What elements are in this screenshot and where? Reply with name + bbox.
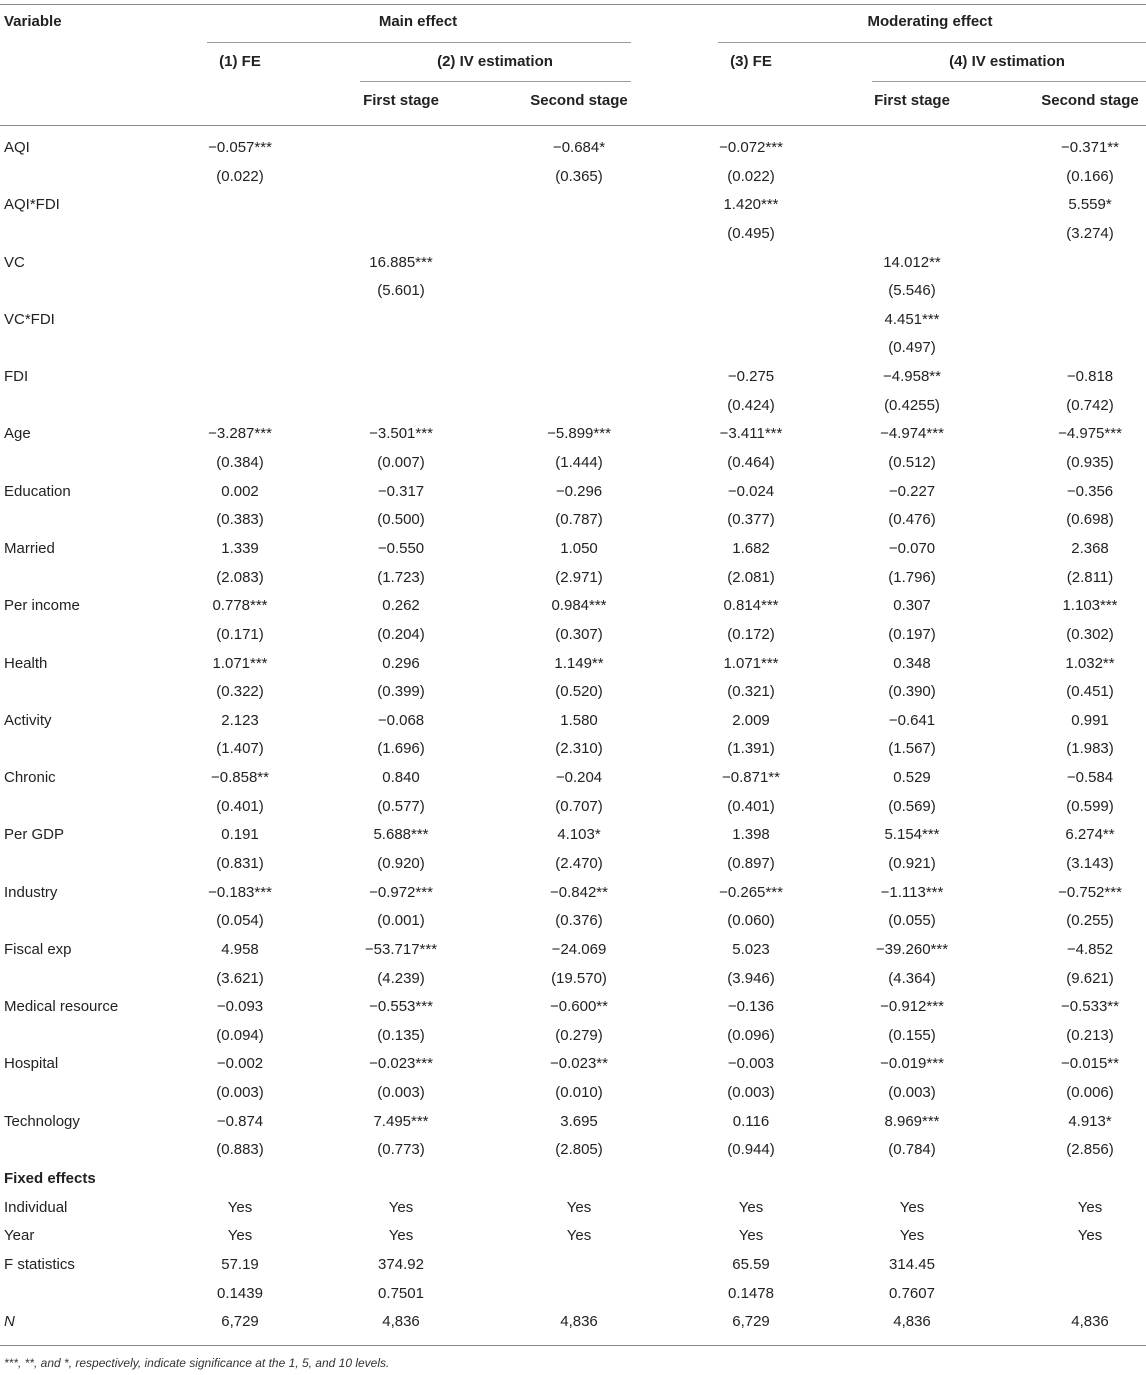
table-cell: −0.871** — [722, 769, 780, 787]
table-cell: (0.569) — [888, 797, 936, 815]
table-cell: (0.500) — [377, 511, 425, 529]
table-cell: (0.007) — [377, 454, 425, 472]
table-cell: (0.476) — [888, 511, 936, 529]
row-label: Hospital — [4, 1055, 59, 1073]
table-cell: (2.856) — [1066, 1141, 1114, 1159]
table-cell: 0.1439 — [217, 1284, 263, 1302]
table-cell: (0.520) — [555, 683, 603, 701]
table-cell: 4,836 — [893, 1313, 931, 1331]
table-cell: −0.684* — [552, 139, 606, 156]
row-label: Fixed effects — [4, 1170, 96, 1188]
header-moderating-effect: Moderating effect — [867, 13, 993, 30]
table-cell: (0.577) — [377, 797, 425, 815]
table-cell: −0.912*** — [880, 998, 944, 1016]
table-cell: (0.171) — [216, 625, 264, 643]
table-cell: −0.136 — [727, 998, 775, 1016]
table-cell: −0.072*** — [719, 139, 783, 156]
row-label: Individual — [4, 1198, 68, 1216]
row-label: Activity — [4, 711, 52, 729]
row-label: Married — [4, 539, 55, 557]
table-cell: (1.983) — [1066, 740, 1114, 758]
table-cell: Yes — [1077, 1198, 1103, 1216]
table-cell: (0.003) — [377, 1084, 425, 1102]
table-cell: −0.818 — [1066, 368, 1114, 386]
main-effect-rule — [207, 42, 631, 43]
table-cell: −0.356 — [1066, 482, 1114, 500]
table-cell: 5.023 — [732, 940, 770, 958]
table-cell: 65.59 — [732, 1255, 770, 1273]
table-cell: 16.885*** — [369, 253, 433, 271]
table-cell: −24.069 — [551, 940, 607, 958]
table-cell: 1.682 — [732, 539, 770, 557]
table-cell: 0.296 — [382, 654, 420, 672]
row-label: Technology — [4, 1112, 80, 1130]
table-cell: (0.302) — [1066, 625, 1114, 643]
table-cell: 5.688*** — [373, 826, 429, 844]
header-variable: Variable — [4, 13, 62, 30]
table-cell: 0.262 — [382, 597, 420, 615]
table-cell: (0.921) — [888, 855, 936, 872]
table-cell: 0.7501 — [378, 1284, 424, 1302]
row-label: Medical resource — [4, 998, 119, 1016]
table-cell: (0.307) — [555, 625, 603, 643]
table-cell: 2.123 — [221, 711, 259, 729]
table-cell: (0.054) — [216, 912, 264, 930]
table-cell: 0.814*** — [723, 597, 779, 615]
table-cell: (0.883) — [216, 1141, 264, 1159]
table-cell: 1.339 — [221, 539, 259, 557]
header-second-stage-b: Second stage — [1041, 92, 1139, 109]
table-cell: (0.935) — [1066, 454, 1114, 472]
table-cell: (9.621) — [1066, 969, 1114, 987]
table-cell: (0.920) — [377, 855, 425, 872]
table-cell: 1.420*** — [723, 196, 779, 214]
table-cell: −1.113*** — [880, 883, 944, 901]
table-cell: 0.191 — [221, 826, 259, 844]
row-label: N — [4, 1313, 15, 1331]
table-cell: 314.45 — [889, 1255, 935, 1273]
table-cell: (1.723) — [377, 568, 425, 586]
table-cell: (0.365) — [555, 167, 603, 185]
table-cell: −4.974*** — [880, 425, 944, 443]
table-cell: −0.842** — [550, 883, 608, 901]
table-cell: 0.991 — [1071, 711, 1109, 729]
table-cell: (1.407) — [216, 740, 264, 758]
header-first-stage-b: First stage — [874, 92, 950, 109]
table-cell: −0.183*** — [208, 883, 272, 901]
table-cell: (0.022) — [727, 167, 775, 185]
table-cell: (3.621) — [216, 969, 264, 987]
table-cell: −5.899*** — [547, 425, 611, 443]
table-cell: Yes — [388, 1198, 414, 1216]
table-cell: Yes — [738, 1227, 764, 1245]
table-cell: −53.717*** — [364, 940, 438, 958]
table-cell: (1.696) — [377, 740, 425, 758]
table-cell: 6,729 — [732, 1313, 770, 1331]
table-cell: −0.024 — [727, 482, 775, 500]
table-cell: 0.002 — [221, 482, 259, 500]
table-cell: (0.512) — [888, 454, 936, 472]
table-cell: (0.599) — [1066, 797, 1114, 815]
table-cell: −0.019*** — [880, 1055, 944, 1073]
table-cell: (0.424) — [727, 396, 775, 414]
table-cell: −0.752*** — [1058, 883, 1122, 901]
table-cell: (0.255) — [1066, 912, 1114, 930]
table-cell: (0.742) — [1066, 396, 1114, 414]
table-cell: Yes — [899, 1198, 925, 1216]
table-cell: −0.023** — [550, 1055, 608, 1073]
table-cell: −0.227 — [888, 482, 936, 500]
row-label: Fiscal exp — [4, 940, 72, 958]
table-cell: −3.411*** — [719, 425, 783, 443]
table-cell: (0.698) — [1066, 511, 1114, 529]
table-cell: 5.559* — [1068, 196, 1112, 214]
table-cell: (0.784) — [888, 1141, 936, 1159]
table-cell: 1.398 — [732, 826, 770, 844]
table-cell: 57.19 — [221, 1255, 259, 1273]
table-cell: (1.391) — [727, 740, 775, 758]
header-second-stage-a: Second stage — [530, 92, 628, 109]
table-cell: −0.553*** — [369, 998, 433, 1016]
row-label: AQI — [4, 139, 30, 156]
table-cell: Yes — [227, 1227, 253, 1245]
table-cell: (0.831) — [216, 855, 264, 872]
row-label: Year — [4, 1227, 35, 1245]
table-cell: (1.567) — [888, 740, 936, 758]
row-label: Chronic — [4, 769, 56, 787]
table-cell: −0.317 — [377, 482, 425, 500]
table-cell: (0.464) — [727, 454, 775, 472]
table-cell: (5.546) — [888, 282, 936, 300]
table-cell: (0.4255) — [884, 396, 940, 414]
table-cell: 1.071*** — [212, 654, 268, 672]
table-cell: (0.172) — [727, 625, 775, 643]
table-cell: (2.081) — [727, 568, 775, 586]
table-cell: 0.840 — [382, 769, 420, 787]
table-cell: (0.322) — [216, 683, 264, 701]
table-cell: −0.002 — [216, 1055, 264, 1073]
table-cell: (3.274) — [1066, 224, 1114, 242]
table-cell: (0.279) — [555, 1026, 603, 1044]
table-cell: 6,729 — [221, 1313, 259, 1331]
table-footnote: ***, **, and *, respectively, indicate significance at the 1, 5, and 10 levels. — [4, 1356, 390, 1370]
table-cell: (0.383) — [216, 511, 264, 529]
table-cell: −0.533** — [1061, 998, 1119, 1016]
table-cell: 4,836 — [1071, 1313, 1109, 1331]
table-cell: 4.913* — [1068, 1112, 1112, 1130]
table-cell: (0.096) — [727, 1026, 775, 1044]
table-cell: 8.969*** — [884, 1112, 940, 1130]
table-cell: −39.260*** — [875, 940, 949, 958]
table-cell: −3.287*** — [208, 425, 272, 443]
table-cell: −0.068 — [377, 711, 425, 729]
table-cell: (0.003) — [727, 1084, 775, 1102]
table-cell: 4,836 — [560, 1313, 598, 1331]
table-cell: (0.401) — [216, 797, 264, 815]
table-cell: (0.377) — [727, 511, 775, 529]
table-cell: 1.032** — [1065, 654, 1115, 672]
header-main-effect: Main effect — [378, 13, 458, 30]
table-cell: (0.055) — [888, 912, 936, 930]
table-cell: (0.497) — [888, 339, 936, 357]
table-cell: 0.116 — [732, 1112, 770, 1130]
table-cell: 2.009 — [732, 711, 770, 729]
table-cell: 14.012** — [883, 253, 941, 271]
table-cell: (1.444) — [555, 454, 603, 472]
table-cell: −0.204 — [555, 769, 603, 787]
table-cell: (0.390) — [888, 683, 936, 701]
table-cell: (0.773) — [377, 1141, 425, 1159]
row-label: AQI*FDI — [4, 196, 60, 214]
table-cell: −3.501*** — [369, 425, 433, 443]
row-label: F statistics — [4, 1255, 75, 1273]
table-cell: 1.580 — [560, 711, 598, 729]
table-cell: (0.787) — [555, 511, 603, 529]
row-label: Age — [4, 425, 31, 443]
table-cell: −0.003 — [727, 1055, 775, 1073]
table-cell: (0.022) — [216, 167, 264, 185]
table-cell: 4.451*** — [884, 310, 940, 328]
table-cell: Yes — [566, 1198, 592, 1216]
table-bottom-rule — [0, 1345, 1146, 1346]
row-label: Education — [4, 482, 71, 500]
table-cell: Yes — [1077, 1227, 1103, 1245]
table-cell: 1.050 — [560, 539, 598, 557]
table-cell: (0.384) — [216, 454, 264, 472]
table-cell: (0.166) — [1066, 167, 1114, 185]
table-cell: (0.451) — [1066, 683, 1114, 701]
table-cell: (0.135) — [377, 1026, 425, 1044]
row-label: VC — [4, 253, 25, 271]
table-cell: (0.003) — [216, 1084, 264, 1102]
table-cell: −0.641 — [888, 711, 936, 729]
table-cell: (0.060) — [727, 912, 775, 930]
table-cell: −0.057*** — [208, 139, 272, 156]
table-cell: Yes — [738, 1198, 764, 1216]
table-cell: (0.495) — [727, 224, 775, 242]
iv-estimation-rule-b — [872, 81, 1146, 82]
table-cell: (0.001) — [377, 912, 425, 930]
table-cell: −0.858** — [211, 769, 269, 787]
table-cell: (2.310) — [555, 740, 603, 758]
table-cell: (0.003) — [888, 1084, 936, 1102]
table-cell: 0.529 — [893, 769, 931, 787]
table-cell: (2.811) — [1066, 568, 1114, 586]
table-cell: −0.265*** — [719, 883, 783, 901]
table-cell: 7.495*** — [373, 1112, 429, 1130]
table-cell: −0.874 — [216, 1112, 264, 1130]
header-col2: (2) IV estimation — [437, 53, 553, 70]
table-cell: (0.006) — [1066, 1084, 1114, 1102]
moderating-effect-rule — [718, 42, 1146, 43]
table-cell: Yes — [899, 1227, 925, 1245]
table-cell: (19.570) — [551, 969, 607, 987]
table-cell: (0.204) — [377, 625, 425, 643]
table-cell: 0.348 — [893, 654, 931, 672]
row-label: Health — [4, 654, 48, 672]
table-cell: 0.984*** — [551, 597, 607, 615]
table-cell: Yes — [566, 1227, 592, 1245]
table-cell: 6.274** — [1065, 826, 1115, 844]
table-cell: (1.796) — [888, 568, 936, 586]
table-cell: −0.584 — [1066, 769, 1114, 787]
table-cell: −4.852 — [1066, 940, 1114, 958]
table-cell: (2.971) — [555, 568, 603, 586]
table-cell: (2.805) — [555, 1141, 603, 1159]
table-cell: Yes — [388, 1227, 414, 1245]
row-label: Industry — [4, 883, 58, 901]
table-cell: (5.601) — [377, 282, 425, 300]
table-cell: (4.239) — [377, 969, 425, 987]
table-cell: (0.399) — [377, 683, 425, 701]
table-cell: (2.083) — [216, 568, 264, 586]
table-cell: −0.015** — [1061, 1055, 1119, 1073]
table-cell: (0.707) — [555, 797, 603, 815]
table-cell: 1.103*** — [1062, 597, 1118, 615]
table-cell: (0.155) — [888, 1026, 936, 1044]
row-label: Per GDP — [4, 826, 65, 844]
table-cell: Yes — [227, 1198, 253, 1216]
row-label: VC*FDI — [4, 310, 55, 328]
table-cell: 374.92 — [378, 1255, 424, 1273]
table-cell: −0.023*** — [369, 1055, 433, 1073]
table-cell: −4.958** — [883, 368, 941, 386]
table-cell: (0.094) — [216, 1026, 264, 1044]
row-label: FDI — [4, 368, 29, 386]
table-cell: −0.550 — [377, 539, 425, 557]
table-cell: −0.070 — [888, 539, 936, 557]
table-cell: 5.154*** — [884, 826, 940, 844]
table-cell: 4.958 — [221, 940, 259, 958]
table-cell: −0.600** — [550, 998, 608, 1016]
table-cell: 0.7607 — [889, 1284, 935, 1302]
table-cell: 4,836 — [382, 1313, 420, 1331]
table-cell: −0.275 — [727, 368, 775, 386]
table-cell: (0.213) — [1066, 1026, 1114, 1044]
table-cell: −0.972*** — [369, 883, 433, 901]
header-bottom-rule — [0, 125, 1146, 126]
table-cell: 0.307 — [893, 597, 931, 615]
header-col4: (4) IV estimation — [949, 53, 1065, 70]
table-cell: (0.944) — [727, 1141, 775, 1159]
iv-estimation-rule-a — [360, 81, 631, 82]
table-cell: (0.010) — [555, 1084, 603, 1102]
table-cell: (3.946) — [727, 969, 775, 987]
table-cell: 3.695 — [560, 1112, 598, 1130]
header-first-stage-a: First stage — [363, 92, 439, 109]
table-cell: (0.401) — [727, 797, 775, 815]
top-rule — [0, 4, 1146, 5]
table-cell: −4.975*** — [1058, 425, 1122, 443]
row-label: Per income — [4, 597, 80, 615]
header-col1: (1) FE — [219, 53, 261, 70]
table-cell: (0.197) — [888, 625, 936, 643]
table-cell: 1.071*** — [723, 654, 779, 672]
table-cell: (2.470) — [555, 855, 603, 872]
header-col3: (3) FE — [730, 53, 772, 70]
table-cell: 0.1478 — [728, 1284, 774, 1302]
table-cell: 0.778*** — [212, 597, 268, 615]
table-cell: (3.143) — [1066, 855, 1114, 872]
table-cell: (0.376) — [555, 912, 603, 930]
table-cell: 1.149** — [554, 654, 604, 672]
table-cell: −0.093 — [216, 998, 264, 1016]
table-cell: (4.364) — [888, 969, 936, 987]
table-cell: −0.296 — [555, 482, 603, 500]
table-cell: 4.103* — [557, 826, 601, 844]
table-cell: (0.321) — [727, 683, 775, 701]
table-cell: −0.371** — [1061, 139, 1119, 156]
table-cell: 2.368 — [1071, 539, 1109, 557]
table-cell: (0.897) — [727, 855, 775, 872]
